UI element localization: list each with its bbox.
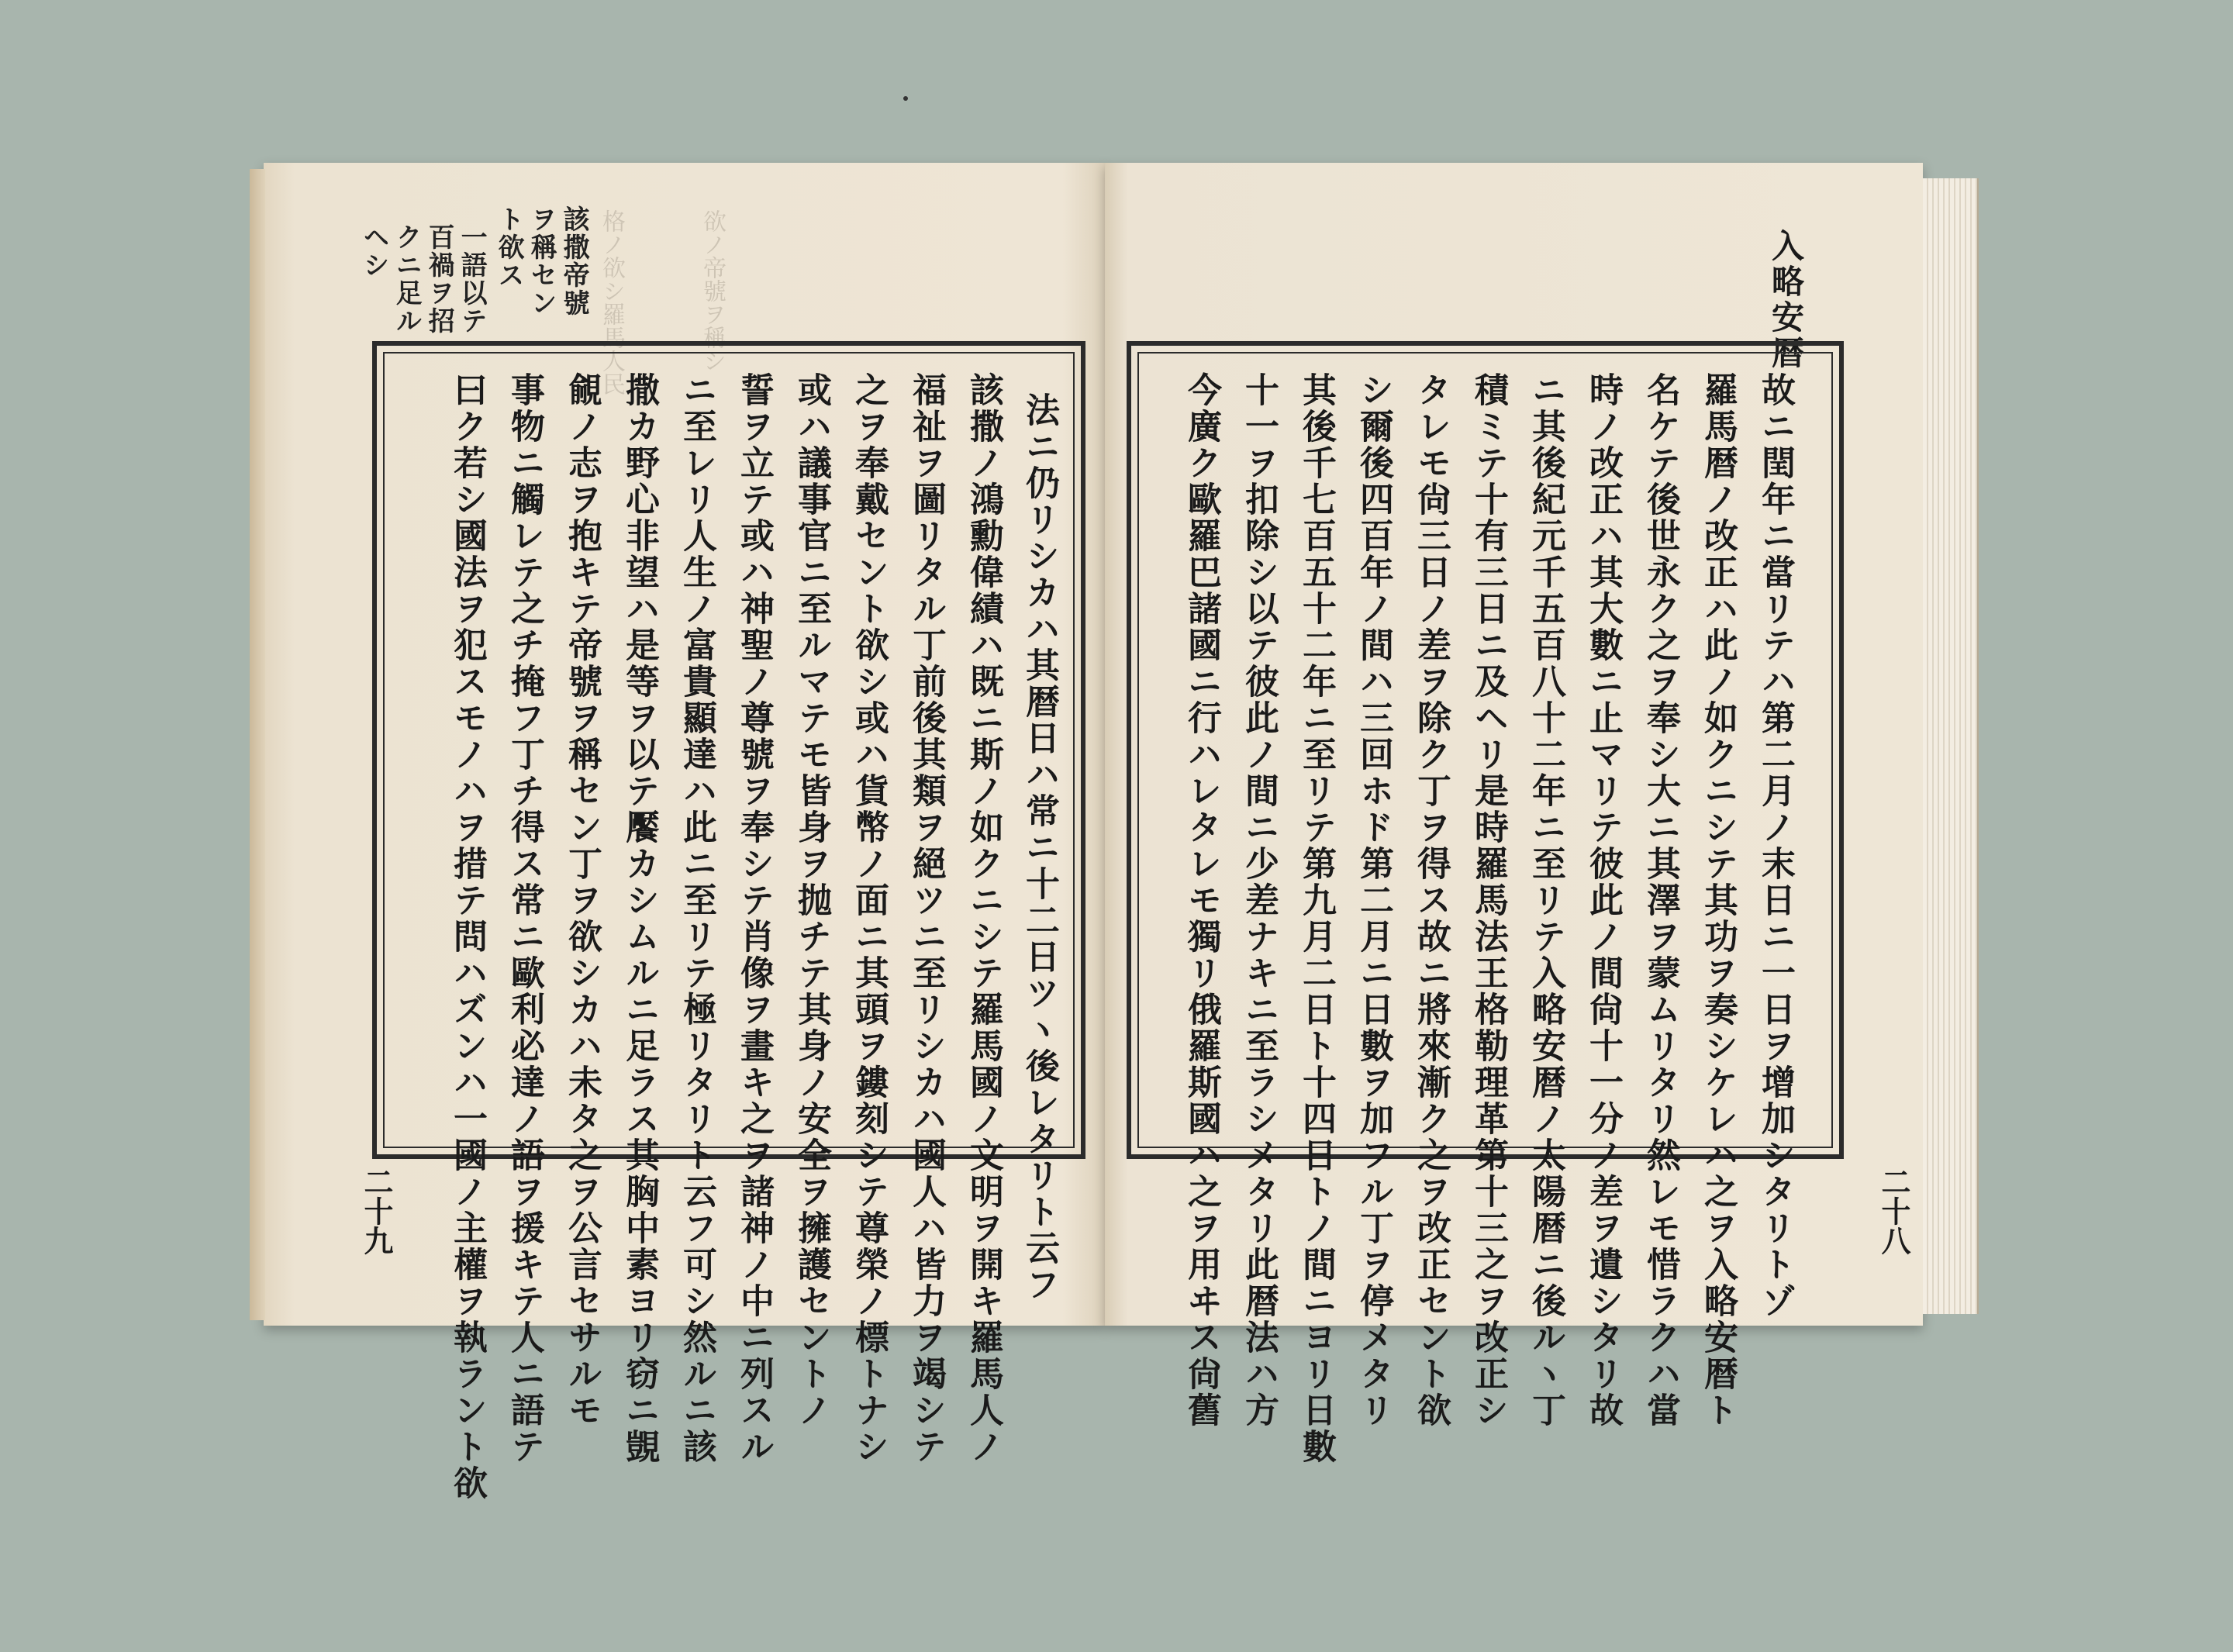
text-column-8: シ爾後四百年ノ間ハ三回ホド第二月ニ日數ヲ加フル丁ヲ停メタリ: [1354, 372, 1393, 1429]
text-column-10: 事物ニ觸レテ之チ掩フ丁チ得ス常ニ歐利必達ノ語ヲ援キテ人ニ語テ: [505, 372, 544, 1465]
speck: [903, 96, 908, 101]
bleed-through-text: 格ノ欲シ羅馬人民: [598, 209, 625, 395]
header-note-7: ヘシ: [358, 223, 390, 279]
text-column-10: 十一ヲ扣除シ以テ彼此ノ間ニ少差ナキニ至ラシメタリ此暦法ハ方: [1239, 372, 1279, 1429]
text-column-1: 法ニ仍リシカハ其暦日ハ常ニ十二日ツヽ後レタリト云フ: [1020, 392, 1059, 1303]
text-column-6: 積ミテ十有三日ニ及ヘリ是時羅馬法王格勒理革第十三之ヲ改正シ: [1469, 372, 1508, 1429]
right-page: [1105, 163, 1923, 1465]
page-block-edge: [1923, 178, 1979, 1314]
text-column-3: 福祉ヲ圖リタル丁前後其類ヲ絕ツニ至リシカハ國人ハ皆力ヲ竭シテ: [906, 372, 946, 1465]
text-column-6: 誓ヲ立テ或ハ神聖ノ尊號ヲ奉シテ肖像ヲ畫キ之ヲ諸神ノ中ニ列スル: [734, 372, 774, 1465]
header-note-5: 百禍ヲ招: [423, 223, 455, 335]
text-column-7: ニ至レリ人生ノ富貴顯達ハ此ニ至リテ極リタリト云フ可シ然ルニ該: [677, 372, 716, 1465]
left-page: [264, 163, 1105, 1502]
text-column-8: 撒カ野心非望ハ是等ヲ以テ饜カシムルニ足ラス其胸中素ヨリ窃ニ覬: [620, 372, 659, 1465]
text-column-5: ニ其後紀元千五百八十二年ニ至リテ入略安暦ノ太陽暦ニ後ルヽ丁: [1526, 372, 1565, 1429]
text-column-2: 羅馬暦ノ改正ハ此ノ如クニシテ其功ヲ奏シケレハ之ヲ入略安暦ト: [1698, 372, 1738, 1429]
header-note-3: ト欲ス: [493, 205, 525, 289]
page-number: 二十八: [1876, 1167, 1911, 1255]
text-column-11: 今廣ク歐羅巴諸國ニ行ハレタレモ獨リ俄羅斯國ハ之ヲ用ヰス尙舊: [1182, 372, 1221, 1429]
text-column-11: 曰ク若シ國法ヲ犯スモノハヲ措テ問ハズンハ一國ノ主權ヲ執ラント欲: [447, 372, 487, 1502]
text-column-1: 故ニ閏年ニ當リテハ第二月ノ末日ニ一日ヲ增加シタリトゾ: [1755, 372, 1795, 1319]
text-frame: [1127, 341, 1844, 1465]
text-column-9: 覦ノ志ヲ抱キテ帝號ヲ稱セン丁ヲ欲シカハ未タ之ヲ公言セサルモ: [562, 372, 602, 1429]
open-book: [264, 163, 1985, 1502]
text-column-3: 名ケテ後世永ク之ヲ奉シ大ニ其澤ヲ蒙ムリタリ然レモ惜ラクハ當: [1641, 372, 1680, 1429]
text-column-5: 或ハ議事官ニ至ルマテモ皆身ヲ抛チテ其身ノ安全ヲ擁護セントノ: [792, 372, 831, 1429]
text-column-4: 之ヲ奉戴セント欲シ或ハ貨幣ノ面ニ其頭ヲ鏤刻シテ尊榮ノ標トナシ: [849, 372, 889, 1465]
text-column-2: 該撒ノ鴻勳偉績ハ既ニ斯ノ如クニシテ羅馬國ノ文明ヲ開キ羅馬人ノ: [964, 372, 1003, 1465]
text-column-7: タレモ尙三日ノ差ヲ除ク丁ヲ得ス故ニ將來漸ク之ヲ改正セント欲: [1411, 372, 1451, 1429]
text-column-9: 其後千七百五十二年ニ至リテ第九月二日ト十四日トノ間ニヨリ日數: [1296, 372, 1336, 1465]
page-number: 二十九: [359, 1167, 394, 1255]
header-note-6: クニ足ル: [391, 223, 423, 335]
text-column-4: 時ノ改正ハ其大數ニ止マリテ彼此ノ間尙十一分ノ差ヲ遺シタリ故: [1583, 372, 1623, 1429]
bleed-through-text: 欲ノ帝號ヲ稱シ: [699, 209, 726, 372]
running-title: 入略安暦: [1767, 229, 1805, 371]
header-note-4: 一語以テ: [456, 223, 488, 335]
header-note-2: ヲ稱セン: [526, 205, 557, 317]
header-note-1: 該撒帝號: [558, 205, 590, 317]
book-spine-edge: [250, 169, 265, 1320]
